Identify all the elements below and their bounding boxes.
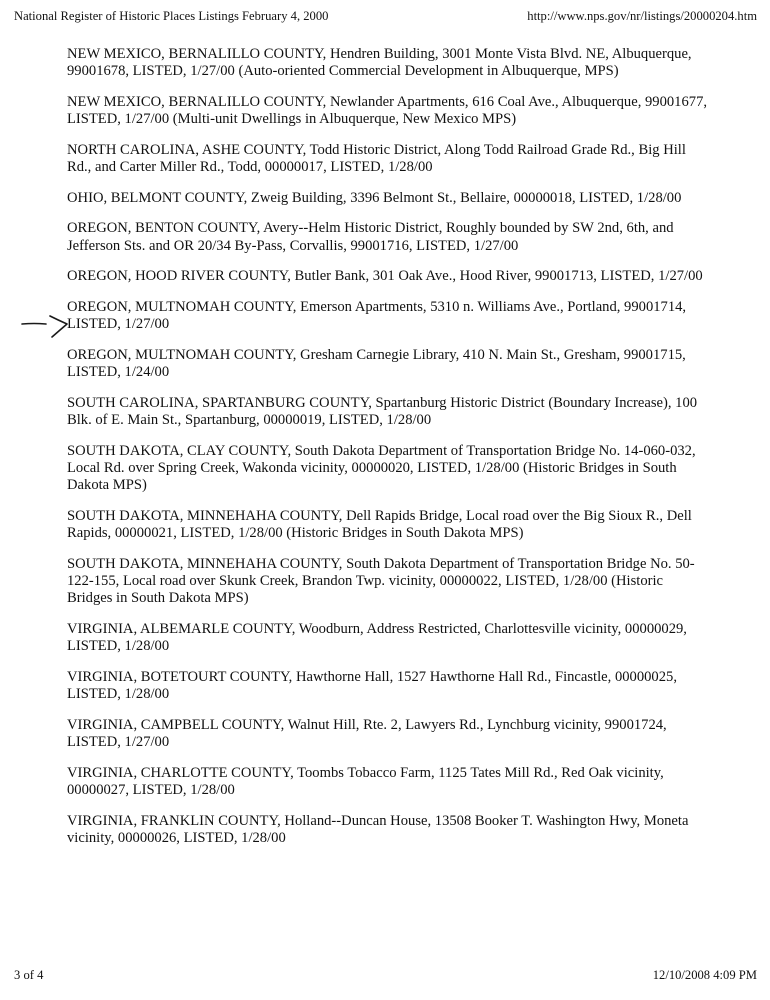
listing-entry: OREGON, MULTNOMAH COUNTY, Gresham Carnegie Library, 410 N. Main St., Gresham, 99001715, LISTED, 1/24/00	[67, 346, 686, 381]
listing-entry: SOUTH DAKOTA, CLAY COUNTY, South Dakota Department of Transportation Bridge No. 14-060-032, Local Rd. over Spring Creek, Wakonda vicinity, 00000020, LISTED, 1/28/00 (Historic Bridges in South Dakota MPS)	[67, 442, 696, 494]
listing-entry: VIRGINIA, BOTETOURT COUNTY, Hawthorne Hall, 1527 Hawthorne Hall Rd., Fincastle, 00000025, LISTED, 1/28/00	[67, 668, 677, 702]
listing-entry: SOUTH DAKOTA, MINNEHAHA COUNTY, South Dakota Department of Transportation Bridge No. 50-122-155, Local road over Skunk Creek, Brandon Twp. vicinity, 00000022, LISTED, 1/28/00 (Historic Bridges in South Dakota MPS)	[67, 555, 695, 607]
print-header-url[interactable]: http://www.nps.gov/nr/listings/20000204.htm	[527, 9, 757, 23]
listing-entry: NEW MEXICO, BERNALILLO COUNTY, Newlander Apartments, 616 Coal Ave., Albuquerque, 99001677, LISTED, 1/27/00 (Multi-unit Dwellings in Albuquerque, New Mexico MPS)	[67, 93, 708, 128]
listing-entry: VIRGINIA, FRANKLIN COUNTY, Holland--Duncan House, 13508 Booker T. Washington Hwy, Moneta vicinity, 00000026, LISTED, 1/28/00	[67, 812, 689, 846]
listing-entry-marked: OREGON, HOOD RIVER COUNTY, Butler Bank, 301 Oak Ave., Hood River, 99001713, LISTED, 1/27/00	[67, 268, 703, 285]
page-number: 3 of 4	[14, 968, 44, 982]
listing-entry: NORTH CAROLINA, ASHE COUNTY, Todd Historic District, Along Todd Railroad Grade Rd., Big Hill Rd., and Carter Miller Rd., Todd, 00000017, LISTED, 1/28/00	[67, 141, 686, 176]
listing-entry: NEW MEXICO, BERNALILLO COUNTY, Hendren Building, 3001 Monte Vista Blvd. NE, Albuquerque, 99001678, LISTED, 1/27/00 (Auto-oriented Commercial Development in Albuquerque, MPS)	[67, 46, 692, 80]
print-timestamp: 12/10/2008 4:09 PM	[652, 968, 757, 982]
print-header-title: National Register of Historic Places Listings February 4, 2000	[14, 9, 329, 23]
listing-entry: VIRGINIA, CHARLOTTE COUNTY, Toombs Tobacco Farm, 1125 Tates Mill Rd., Red Oak vicinity, 00000027, LISTED, 1/28/00	[67, 764, 664, 798]
listing-entry: SOUTH DAKOTA, MINNEHAHA COUNTY, Dell Rapids Bridge, Local road over the Big Sioux R., Dell Rapids, 00000021, LISTED, 1/28/00 (Historic Bridges in South Dakota MPS)	[67, 507, 692, 542]
handwritten-arrow-icon	[20, 312, 68, 340]
listing-entry: OREGON, BENTON COUNTY, Avery--Helm Historic District, Roughly bounded by SW 2nd, 6th, and Jefferson Sts. and OR 20/34 By-Pass, Corvallis, 99001716, LISTED, 1/27/00	[67, 220, 674, 254]
listing-entry: VIRGINIA, ALBEMARLE COUNTY, Woodburn, Address Restricted, Charlottesville vicinity, 00000029, LISTED, 1/28/00	[67, 620, 687, 655]
listing-entry: SOUTH CAROLINA, SPARTANBURG COUNTY, Spartanburg Historic District (Boundary Increase), 100 Blk. of E. Main St., Spartanburg, 00000019, LISTED, 1/28/00	[67, 394, 698, 429]
listing-entry: VIRGINIA, CAMPBELL COUNTY, Walnut Hill, Rte. 2, Lawyers Rd., Lynchburg vicinity, 99001724, LISTED, 1/27/00	[67, 716, 667, 750]
listing-entry: OREGON, MULTNOMAH COUNTY, Emerson Apartments, 5310 n. Williams Ave., Portland, 99001714, LISTED, 1/27/00	[67, 299, 687, 333]
listing-entries	[67, 46, 707, 860]
listing-entry: OHIO, BELMONT COUNTY, Zweig Building, 3396 Belmont St., Bellaire, 00000018, LISTED, 1/28/00	[67, 189, 682, 206]
